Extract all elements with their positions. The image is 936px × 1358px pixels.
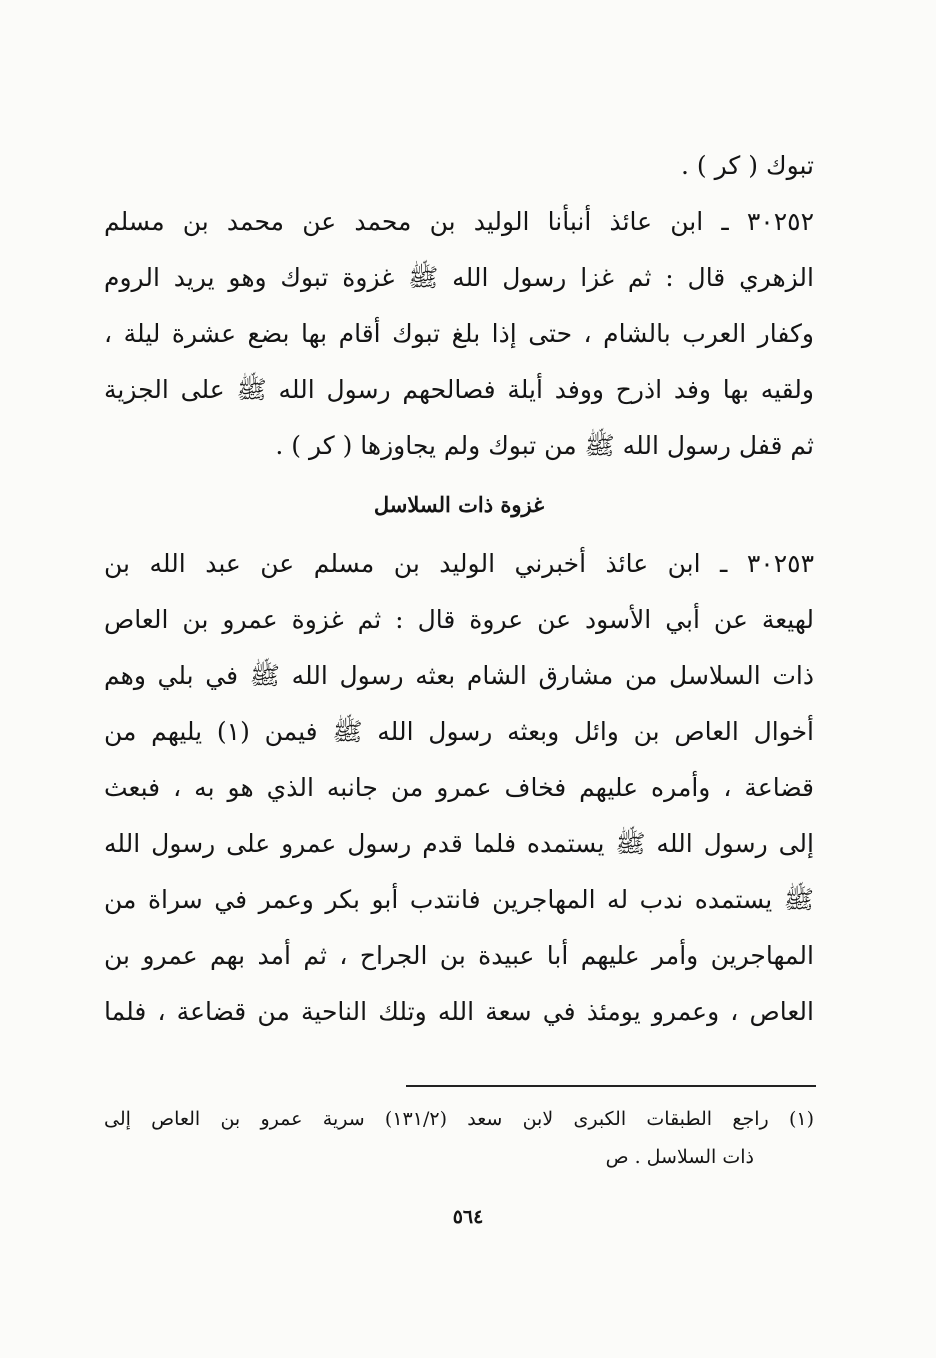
text-line: ﷺ يستمده ندب له المهاجرين فانتدب أبو بكر وعمر في سراة من <box>104 885 814 914</box>
footnote <box>104 1100 814 1176</box>
page-number: ٥٦٤ <box>452 1206 484 1228</box>
text-line: وكفار العرب بالشام ، حتى إذا بلغ تبوك أقام بها بضع عشرة ليلة ، <box>104 319 814 348</box>
footnote-line: (١) راجع الطبقات الكبرى لابن سعد (١٣١/٢) سرية عمرو بن العاص إلى <box>104 1108 814 1130</box>
text-line: قضاعة ، وأمره عليهم فخاف عمرو من جانبه الذي هو به ، فبعث <box>104 773 814 802</box>
text-line: تبوك ( كر ) . <box>681 151 814 180</box>
text-line: لهيعة عن أبي الأسود عن عروة قال : ثم غزوة عمرو بن العاص <box>104 605 814 634</box>
footnote-line: ذات السلاسل . ص <box>605 1146 754 1168</box>
text-line: ٣٠٢٥٣ ـ ابن عائذ أخبرني الوليد بن مسلم عن عبد الله بن <box>104 549 814 578</box>
text-line: العاص ، وعمرو يومئذ في سعة الله وتلك الناحية من قضاعة ، فلما <box>104 997 814 1026</box>
text-line: ذات السلاسل من مشارق الشام بعثه رسول الله ﷺ في بلي وهم <box>104 661 814 690</box>
text-line: أخوال العاص بن وائل وبعثه رسول الله ﷺ فيمن (١) يليهم من <box>104 717 814 746</box>
text-line: إلى رسول الله ﷺ يستمده فلما قدم رسول عمرو على رسول الله <box>104 829 814 858</box>
text-line: المهاجرين وأمر عليهم أبا عبيدة بن الجراح ، ثم أمد بهم عمرو بن <box>104 941 814 970</box>
text-line: ثم قفل رسول الله ﷺ من تبوك ولم يجاوزها ( كر ) . <box>275 431 814 460</box>
footnote-divider <box>406 1085 816 1087</box>
text-line: ولقيه بها وفد اذرح ووفد أيلة فصالحهم رسول الله ﷺ على الجزية <box>104 375 814 404</box>
section-heading: غزوة ذات السلاسل <box>373 492 545 517</box>
main-text <box>104 138 814 1040</box>
text-line: ٣٠٢٥٢ ـ ابن عائذ أنبأنا الوليد بن محمد عن محمد بن مسلم <box>104 207 814 236</box>
text-line: الزهري قال : ثم غزا رسول الله ﷺ غزوة تبوك وهو يريد الروم <box>104 263 814 292</box>
